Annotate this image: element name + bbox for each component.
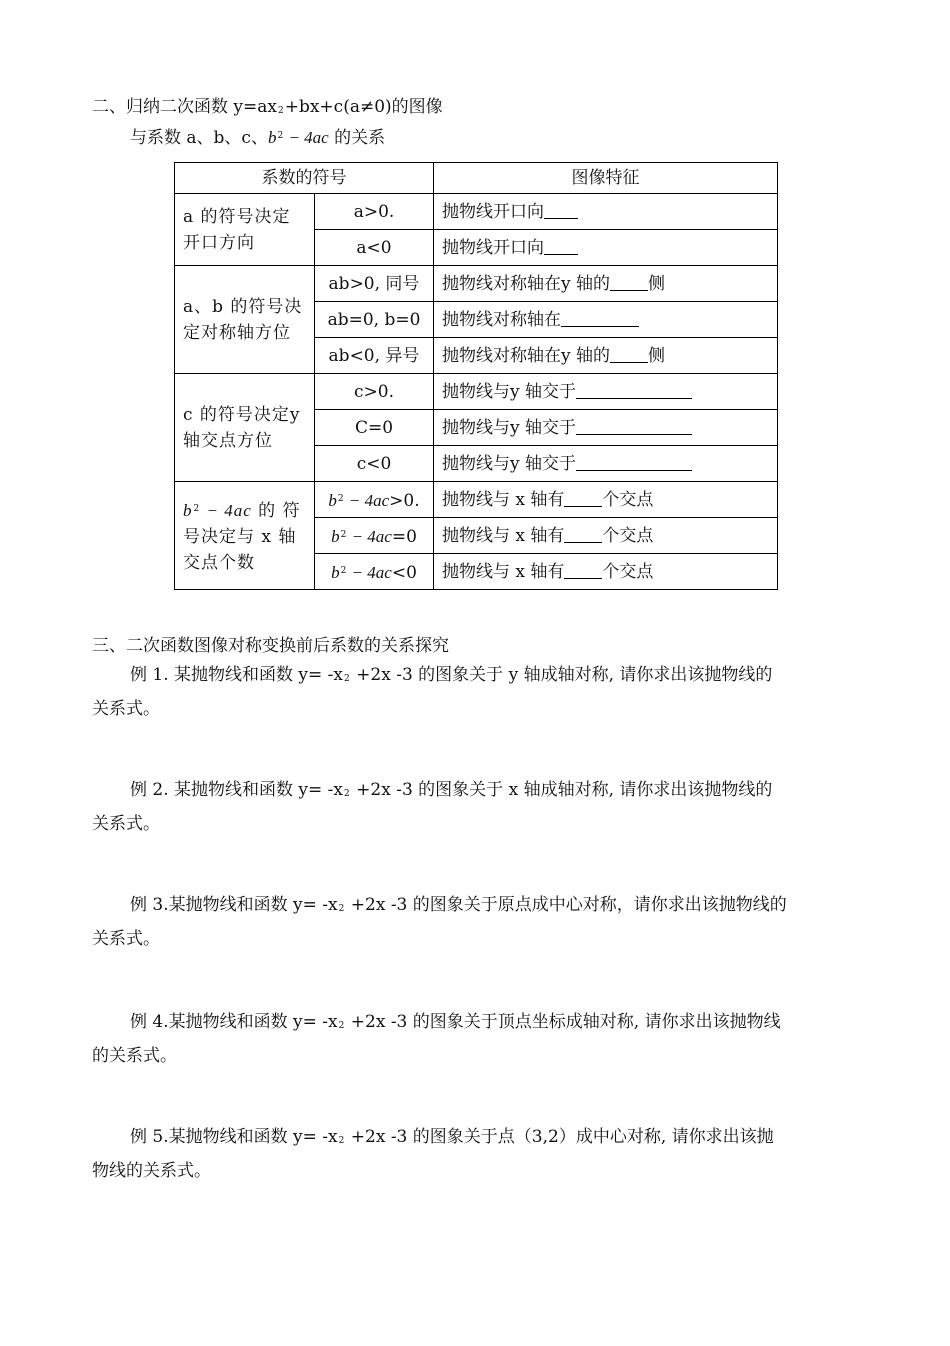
feature-after: 侧 <box>648 273 666 294</box>
subtitle-math-4ac: − 4ac <box>284 128 329 147</box>
feature-cell <box>434 554 778 590</box>
group-label-a: a 的符号决定开口方向 <box>175 194 315 266</box>
superscript-2: 2 <box>338 1021 345 1031</box>
sign-math-4ac: − 4ac <box>344 490 390 510</box>
sign-cell <box>315 482 434 518</box>
superscript-2: 2 <box>340 529 347 540</box>
group-label-c: c 的符号决定y 轴交点方位 <box>175 374 315 482</box>
feature-text: 抛物线开口向 <box>442 237 544 258</box>
sign-math-4ac: − 4ac <box>347 526 392 546</box>
table-row <box>175 482 778 518</box>
table-header-row <box>175 163 778 194</box>
superscript-2: 2 <box>344 674 350 684</box>
label-math-b: b <box>183 500 193 520</box>
feature-text: 抛物线开口向 <box>442 201 544 222</box>
example-tail: +2x -3 的图象关于顶点坐标成轴对称, 请你求出该抛物线 <box>345 1012 781 1032</box>
superscript-2: 2 <box>338 904 345 914</box>
example-lead: 例 5.某抛物线和函数 y= -x <box>130 1127 338 1147</box>
feature-cell <box>434 230 778 266</box>
sign-suffix: >0. <box>389 490 420 511</box>
answer-blank[interactable] <box>564 488 602 507</box>
example-4 <box>92 1007 862 1071</box>
section3-title: 三、二次函数图像对称变换前后系数的关系探究 <box>92 636 449 656</box>
example-lead: 例 3.某抛物线和函数 y= -x <box>130 895 338 915</box>
example-cont: 关系式。 <box>92 699 160 719</box>
answer-blank[interactable] <box>544 236 578 255</box>
superscript-2: 2 <box>337 493 344 504</box>
example-lead: 例 4.某抛物线和函数 y= -x <box>130 1012 338 1032</box>
group-label-discriminant <box>175 482 315 590</box>
feature-text: 抛物线与 x 轴有 <box>442 489 565 510</box>
superscript-2: 2 <box>277 131 284 141</box>
section2-subtitle <box>130 125 385 149</box>
feature-text: 抛物线与 x 轴有 <box>442 561 565 582</box>
label-rest: 的 符号决定与 x 轴交点个数 <box>183 500 301 573</box>
example-1 <box>92 660 862 724</box>
feature-text: 抛物线与 x 轴有 <box>442 525 565 546</box>
sign-math-b: b <box>331 562 340 582</box>
label-math-4ac: − 4ac <box>201 500 252 520</box>
feature-cell <box>434 302 778 338</box>
superscript-2: 2 <box>340 565 347 576</box>
sign-cell: ab=0, b=0 <box>315 302 434 338</box>
feature-text: 抛物线对称轴在y 轴的 <box>442 273 611 294</box>
sign-cell: c<0 <box>315 446 434 482</box>
example-cont: 的关系式。 <box>92 1046 177 1066</box>
sign-cell <box>315 554 434 590</box>
feature-after: 个交点 <box>602 561 654 582</box>
sign-suffix: =0 <box>391 526 417 547</box>
superscript-2: 2 <box>277 106 284 116</box>
feature-cell <box>434 482 778 518</box>
sign-cell: ab<0, 异号 <box>315 338 434 374</box>
header-coefficient-sign: 系数的符号 <box>175 163 434 194</box>
feature-cell <box>434 518 778 554</box>
example-cont: 物线的关系式。 <box>92 1161 211 1181</box>
table-row <box>175 266 778 302</box>
feature-cell <box>434 410 778 446</box>
subtitle-suffix: 的关系 <box>328 128 386 148</box>
example-tail: +2x -3 的图象关于 x 轴成轴对称, 请你求出该抛物线的 <box>350 780 773 800</box>
feature-cell <box>434 266 778 302</box>
sign-cell: c>0. <box>315 374 434 410</box>
feature-cell <box>434 194 778 230</box>
answer-blank[interactable] <box>576 380 692 399</box>
feature-cell <box>434 374 778 410</box>
sign-math-4ac: − 4ac <box>347 562 392 582</box>
example-cont: 关系式。 <box>92 929 160 949</box>
answer-blank[interactable] <box>576 416 692 435</box>
feature-text: 抛物线与y 轴交于 <box>442 417 577 438</box>
table-row <box>175 374 778 410</box>
superscript-2: 2 <box>338 1136 345 1146</box>
example-2 <box>92 775 862 839</box>
coefficient-table <box>174 162 778 590</box>
example-5 <box>92 1122 862 1186</box>
subtitle-prefix: 与系数 a、b、c、 <box>130 128 268 148</box>
feature-text: 抛物线对称轴在y 轴的 <box>442 345 611 366</box>
example-tail: +2x -3 的图象关于原点成中心对称，请你求出该抛物线的 <box>345 895 787 915</box>
feature-text: 抛物线与y 轴交于 <box>442 381 577 402</box>
section2-title-prefix: 二、归纳二次函数 y=ax <box>92 97 277 117</box>
subtitle-math-b: b <box>267 128 277 147</box>
sign-cell: a<0 <box>315 230 434 266</box>
sign-cell: a>0. <box>315 194 434 230</box>
answer-blank[interactable] <box>576 452 692 471</box>
superscript-2: 2 <box>193 503 201 514</box>
answer-blank[interactable] <box>564 524 602 543</box>
feature-cell <box>434 446 778 482</box>
sign-cell <box>315 518 434 554</box>
answer-blank[interactable] <box>544 200 578 219</box>
feature-text: 抛物线对称轴在 <box>442 309 561 330</box>
sign-cell: ab>0, 同号 <box>315 266 434 302</box>
feature-after: 个交点 <box>602 525 654 546</box>
sign-suffix: <0 <box>391 562 417 583</box>
feature-after: 侧 <box>648 345 666 366</box>
sign-math-b: b <box>328 490 337 510</box>
example-tail: +2x -3 的图象关于点（3,2）成中心对称, 请你求出该抛 <box>345 1127 774 1147</box>
example-lead: 例 2. 某抛物线和函数 y= -x <box>130 780 344 800</box>
table-row <box>175 194 778 230</box>
answer-blank[interactable] <box>561 308 639 327</box>
feature-after: 个交点 <box>602 489 654 510</box>
section2-title-suffix: +bx+c(a≠0)的图像 <box>284 97 443 117</box>
example-cont: 关系式。 <box>92 814 160 834</box>
example-3 <box>92 890 862 954</box>
sign-math-b: b <box>331 526 340 546</box>
group-label-ab: a、b 的符号决定对称轴方位 <box>175 266 315 374</box>
section2-title <box>92 96 443 122</box>
example-tail: +2x -3 的图象关于 y 轴成轴对称, 请你求出该抛物线的 <box>350 665 773 685</box>
feature-text: 抛物线与y 轴交于 <box>442 453 577 474</box>
header-graph-feature: 图像特征 <box>434 163 778 194</box>
feature-cell <box>434 338 778 374</box>
answer-blank[interactable] <box>610 272 648 291</box>
example-lead: 例 1. 某抛物线和函数 y= -x <box>130 665 344 685</box>
answer-blank[interactable] <box>610 344 648 363</box>
answer-blank[interactable] <box>564 560 602 579</box>
sign-cell: C=0 <box>315 410 434 446</box>
superscript-2: 2 <box>344 789 350 799</box>
